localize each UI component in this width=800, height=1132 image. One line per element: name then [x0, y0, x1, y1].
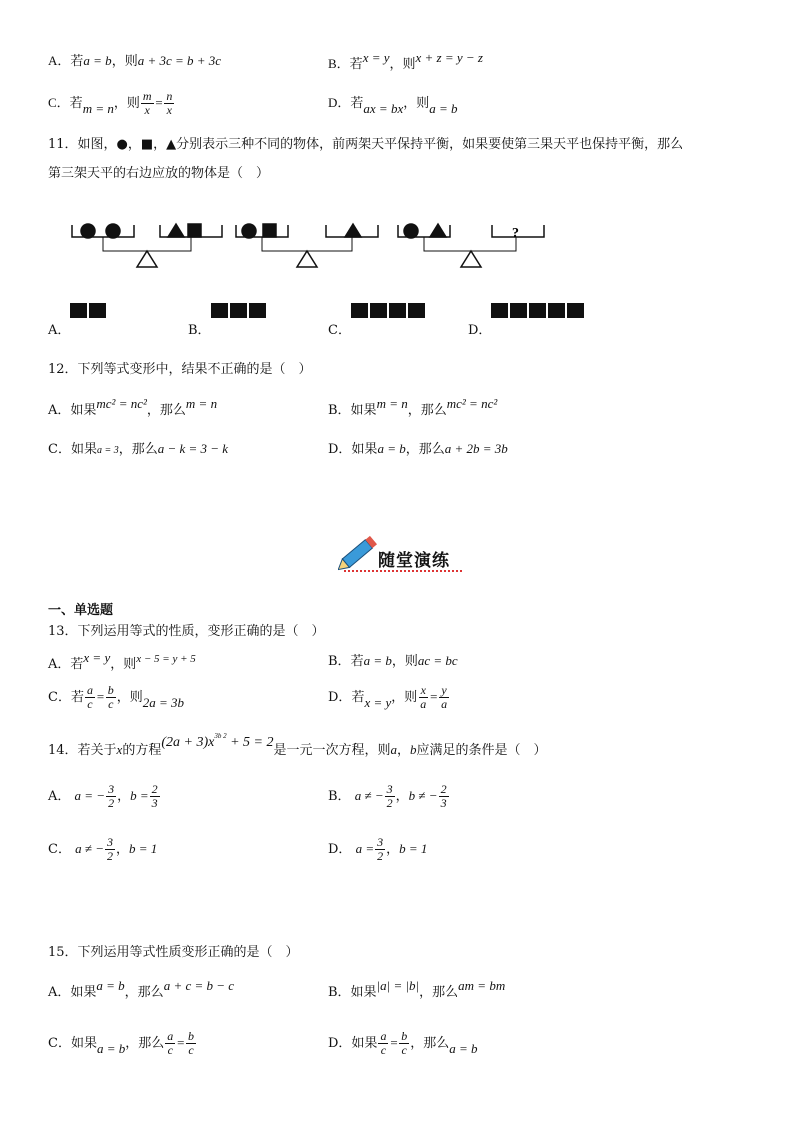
- square-object-icon: [389, 303, 406, 318]
- math: =: [154, 95, 164, 110]
- text: ，则: [391, 690, 418, 705]
- q15-stem: 15．下列运用等式性质变形正确的是（ ）: [48, 945, 299, 960]
- math: a − k = 3 − k: [157, 441, 229, 456]
- fraction: $\frac{2}{3}$: [151, 782, 158, 810]
- q11-stem-line1: 11．如图，●，■，▲分别表示三种不同的物体，前两架天平保持平衡，如果要使第三果天平也保持平衡，那么: [48, 137, 684, 152]
- q10-option-b[interactable]: [328, 50, 483, 72]
- q14-option-d[interactable]: D． a = $\frac{3}{2}$ ，b = 1: [328, 835, 428, 863]
- math: m = n: [185, 396, 218, 411]
- math: a = b: [96, 978, 125, 993]
- square-object-icon: [491, 303, 508, 318]
- math: x = y: [83, 650, 111, 665]
- math: mc² = nc²: [96, 396, 147, 411]
- square-object-icon: [567, 303, 584, 318]
- q11-option-b[interactable]: [188, 303, 268, 338]
- fraction: $\frac{m}{x}$: [142, 89, 152, 117]
- square-object-icon: [510, 303, 527, 318]
- math: a = 3: [96, 445, 119, 456]
- math: a = b: [449, 1041, 478, 1056]
- option-label: D．如果: [328, 442, 378, 457]
- text: ，那么: [146, 403, 186, 418]
- q15-option-d[interactable]: D．如果 $\frac{a}{c}$ = $\frac{b}{c}$ ，那么a = b: [328, 1029, 478, 1057]
- text: ，则: [403, 96, 430, 111]
- text: ，那么: [118, 442, 158, 457]
- square-object-icon: [408, 303, 425, 318]
- option-label: B．: [328, 56, 350, 71]
- square-object-icon: [351, 303, 368, 318]
- text: 若: [69, 96, 83, 111]
- q13-option-c[interactable]: C．若 $\frac{a}{c}$ = $\frac{b}{c}$ ，则2a = 3b: [48, 683, 185, 711]
- unknown-object-label: ?: [512, 226, 519, 241]
- text: 若: [351, 690, 365, 705]
- option-label: D．: [328, 95, 351, 110]
- q12-option-a[interactable]: [48, 396, 217, 418]
- q12-stem: 12．下列等式变形中，结果不正确的是（ ）: [48, 362, 312, 377]
- math: a + c = b − c: [163, 978, 235, 993]
- fraction: $\frac{a}{c}$: [86, 683, 93, 711]
- option-label: B．: [328, 789, 351, 804]
- text: ，则: [116, 690, 143, 705]
- option-label: C．: [48, 842, 71, 857]
- text: 若: [70, 54, 84, 69]
- math: a = b: [429, 101, 458, 116]
- practice-banner: [338, 528, 468, 578]
- text: 若: [349, 57, 363, 72]
- q11-option-c[interactable]: [328, 303, 427, 338]
- fraction: $\frac{n}{x}$: [166, 89, 173, 117]
- option-label: C．: [48, 690, 71, 705]
- square-object-icon: [370, 303, 387, 318]
- q11-option-d[interactable]: [468, 303, 586, 338]
- square-object-icon: [529, 303, 546, 318]
- text: 若: [350, 654, 364, 669]
- q12-option-d[interactable]: [328, 438, 508, 457]
- option-label: C．: [48, 95, 70, 110]
- square-object-icon: [89, 303, 106, 318]
- text: ，那么: [419, 985, 459, 1000]
- option-label: B．如果: [328, 403, 377, 418]
- balance-scale-2: [236, 224, 378, 267]
- fraction: $\frac{a}{c}$: [380, 1029, 387, 1057]
- math: m = n: [376, 396, 408, 411]
- math: m = n: [82, 101, 114, 116]
- banner-title: 随堂演练: [378, 551, 450, 571]
- q10-option-d[interactable]: [328, 92, 458, 117]
- banner-underline: [344, 570, 462, 572]
- text: 若: [70, 657, 84, 672]
- fraction: $\frac{3}{2}$: [108, 782, 115, 810]
- q11-stem-line2: 第三架天平的右边应放的物体是（ ）: [48, 166, 270, 181]
- math: mc² = nc²: [446, 396, 498, 411]
- section-heading: 一、单选题: [48, 603, 114, 618]
- square-object-icon: [211, 303, 228, 318]
- q14-stem: 14．若关于x的方程$(2a + 3)x^{3b 2} + 5 = 2$是一元一次方程，则a，b应满足的条件是（ ）: [48, 732, 547, 758]
- square-object-icon: [70, 303, 87, 318]
- option-label: D．如果: [328, 1036, 378, 1051]
- q13-option-d[interactable]: D．若x = y，则 $\frac{x}{a}$ = $\frac{y}{a}$: [328, 683, 448, 711]
- text: ，则: [391, 654, 418, 669]
- option-label: B．如果: [328, 985, 377, 1000]
- q15-option-b[interactable]: [328, 978, 505, 1000]
- q14-option-b[interactable]: B． a ≠ − $\frac{3}{2}$ ，b ≠ − $\frac{2}{3}$: [328, 782, 447, 810]
- math: x = y: [362, 50, 390, 65]
- q11-option-a[interactable]: [48, 303, 108, 338]
- text: ，那么: [405, 442, 445, 457]
- fraction: $\frac{b}{c}$: [188, 1029, 195, 1057]
- fraction: $\frac{a}{c}$: [167, 1029, 174, 1057]
- math: x + z = y − z: [415, 50, 483, 65]
- text: ，则: [389, 57, 416, 72]
- option-label: A．如果: [48, 985, 97, 1000]
- square-object-icon: [249, 303, 266, 318]
- balance-scale-3: [398, 224, 544, 267]
- fraction: $\frac{x}{a}$: [420, 683, 427, 711]
- option-label: B．: [188, 323, 211, 338]
- q12-option-c[interactable]: [48, 438, 228, 457]
- fraction: $\frac{3}{2}$: [107, 835, 114, 863]
- math: a = b: [83, 53, 112, 68]
- balance-scale-1: [72, 224, 222, 267]
- q15-option-a[interactable]: [48, 978, 234, 1000]
- q14-option-a[interactable]: A． a = − $\frac{3}{2}$ ，b = $\frac{2}{3}$: [48, 782, 158, 810]
- fraction: $\frac{b}{c}$: [107, 683, 114, 711]
- math: x − 5 = y + 5: [136, 653, 196, 665]
- fraction: $\frac{3}{2}$: [377, 835, 384, 863]
- q10-option-c[interactable]: [48, 90, 175, 117]
- math: |a| = |b|: [376, 978, 420, 993]
- option-label: C．如果: [48, 442, 97, 457]
- q13-option-b[interactable]: [328, 650, 458, 669]
- math: a + 2b = 3b: [444, 441, 508, 456]
- math: a + 3c = b + 3c: [137, 53, 222, 68]
- text: ，那么: [410, 1036, 450, 1051]
- fraction: $\frac{y}{a}$: [441, 683, 448, 711]
- text: 若: [350, 96, 364, 111]
- text: ，则: [110, 657, 137, 672]
- math: ac = bc: [417, 653, 458, 668]
- q12-option-b[interactable]: [328, 396, 497, 418]
- math: ax = bx: [363, 101, 404, 116]
- text: ，那么: [125, 1036, 165, 1051]
- option-label: A．: [48, 323, 71, 338]
- math: a = b: [363, 653, 392, 668]
- q13-option-a[interactable]: [48, 650, 196, 672]
- option-label: D．: [328, 690, 352, 705]
- option-label: C．如果: [48, 1036, 97, 1051]
- text: ，那么: [124, 985, 164, 1000]
- math: a = b: [96, 1041, 126, 1056]
- option-label: D．: [328, 842, 352, 857]
- math: am = bm: [458, 978, 506, 993]
- q14-option-c[interactable]: C． a ≠ − $\frac{3}{2}$ ，b = 1: [48, 835, 158, 863]
- math: a = b: [377, 441, 406, 456]
- option-label: C．: [328, 323, 351, 338]
- text: ，则: [113, 96, 140, 111]
- pencil-icon: [338, 530, 382, 574]
- math: 2a = 3b: [142, 695, 185, 710]
- fraction: $\frac{2}{3}$: [440, 782, 447, 810]
- option-label: B．: [328, 654, 351, 669]
- option-label: A．如果: [48, 403, 97, 418]
- option-label: D．: [468, 323, 492, 338]
- fraction: $\frac{b}{c}$: [401, 1029, 408, 1057]
- option-label: A．: [48, 53, 71, 68]
- balance-scales-figure: [60, 215, 560, 275]
- math: x = y: [364, 695, 392, 710]
- text: ，那么: [407, 403, 447, 418]
- q10-option-a[interactable]: [48, 50, 221, 69]
- fraction: $\frac{3}{2}$: [386, 782, 393, 810]
- option-label: A．: [48, 657, 71, 672]
- text: ，则: [111, 54, 138, 69]
- q15-option-c[interactable]: C．如果a = b，那么 $\frac{a}{c}$ = $\frac{b}{c}$: [48, 1029, 195, 1057]
- q13-stem: 13．下列运用等式的性质，变形正确的是（ ）: [48, 624, 325, 639]
- square-object-icon: [230, 303, 247, 318]
- text: 若: [70, 690, 84, 705]
- option-label: A．: [48, 789, 71, 804]
- square-object-icon: [548, 303, 565, 318]
